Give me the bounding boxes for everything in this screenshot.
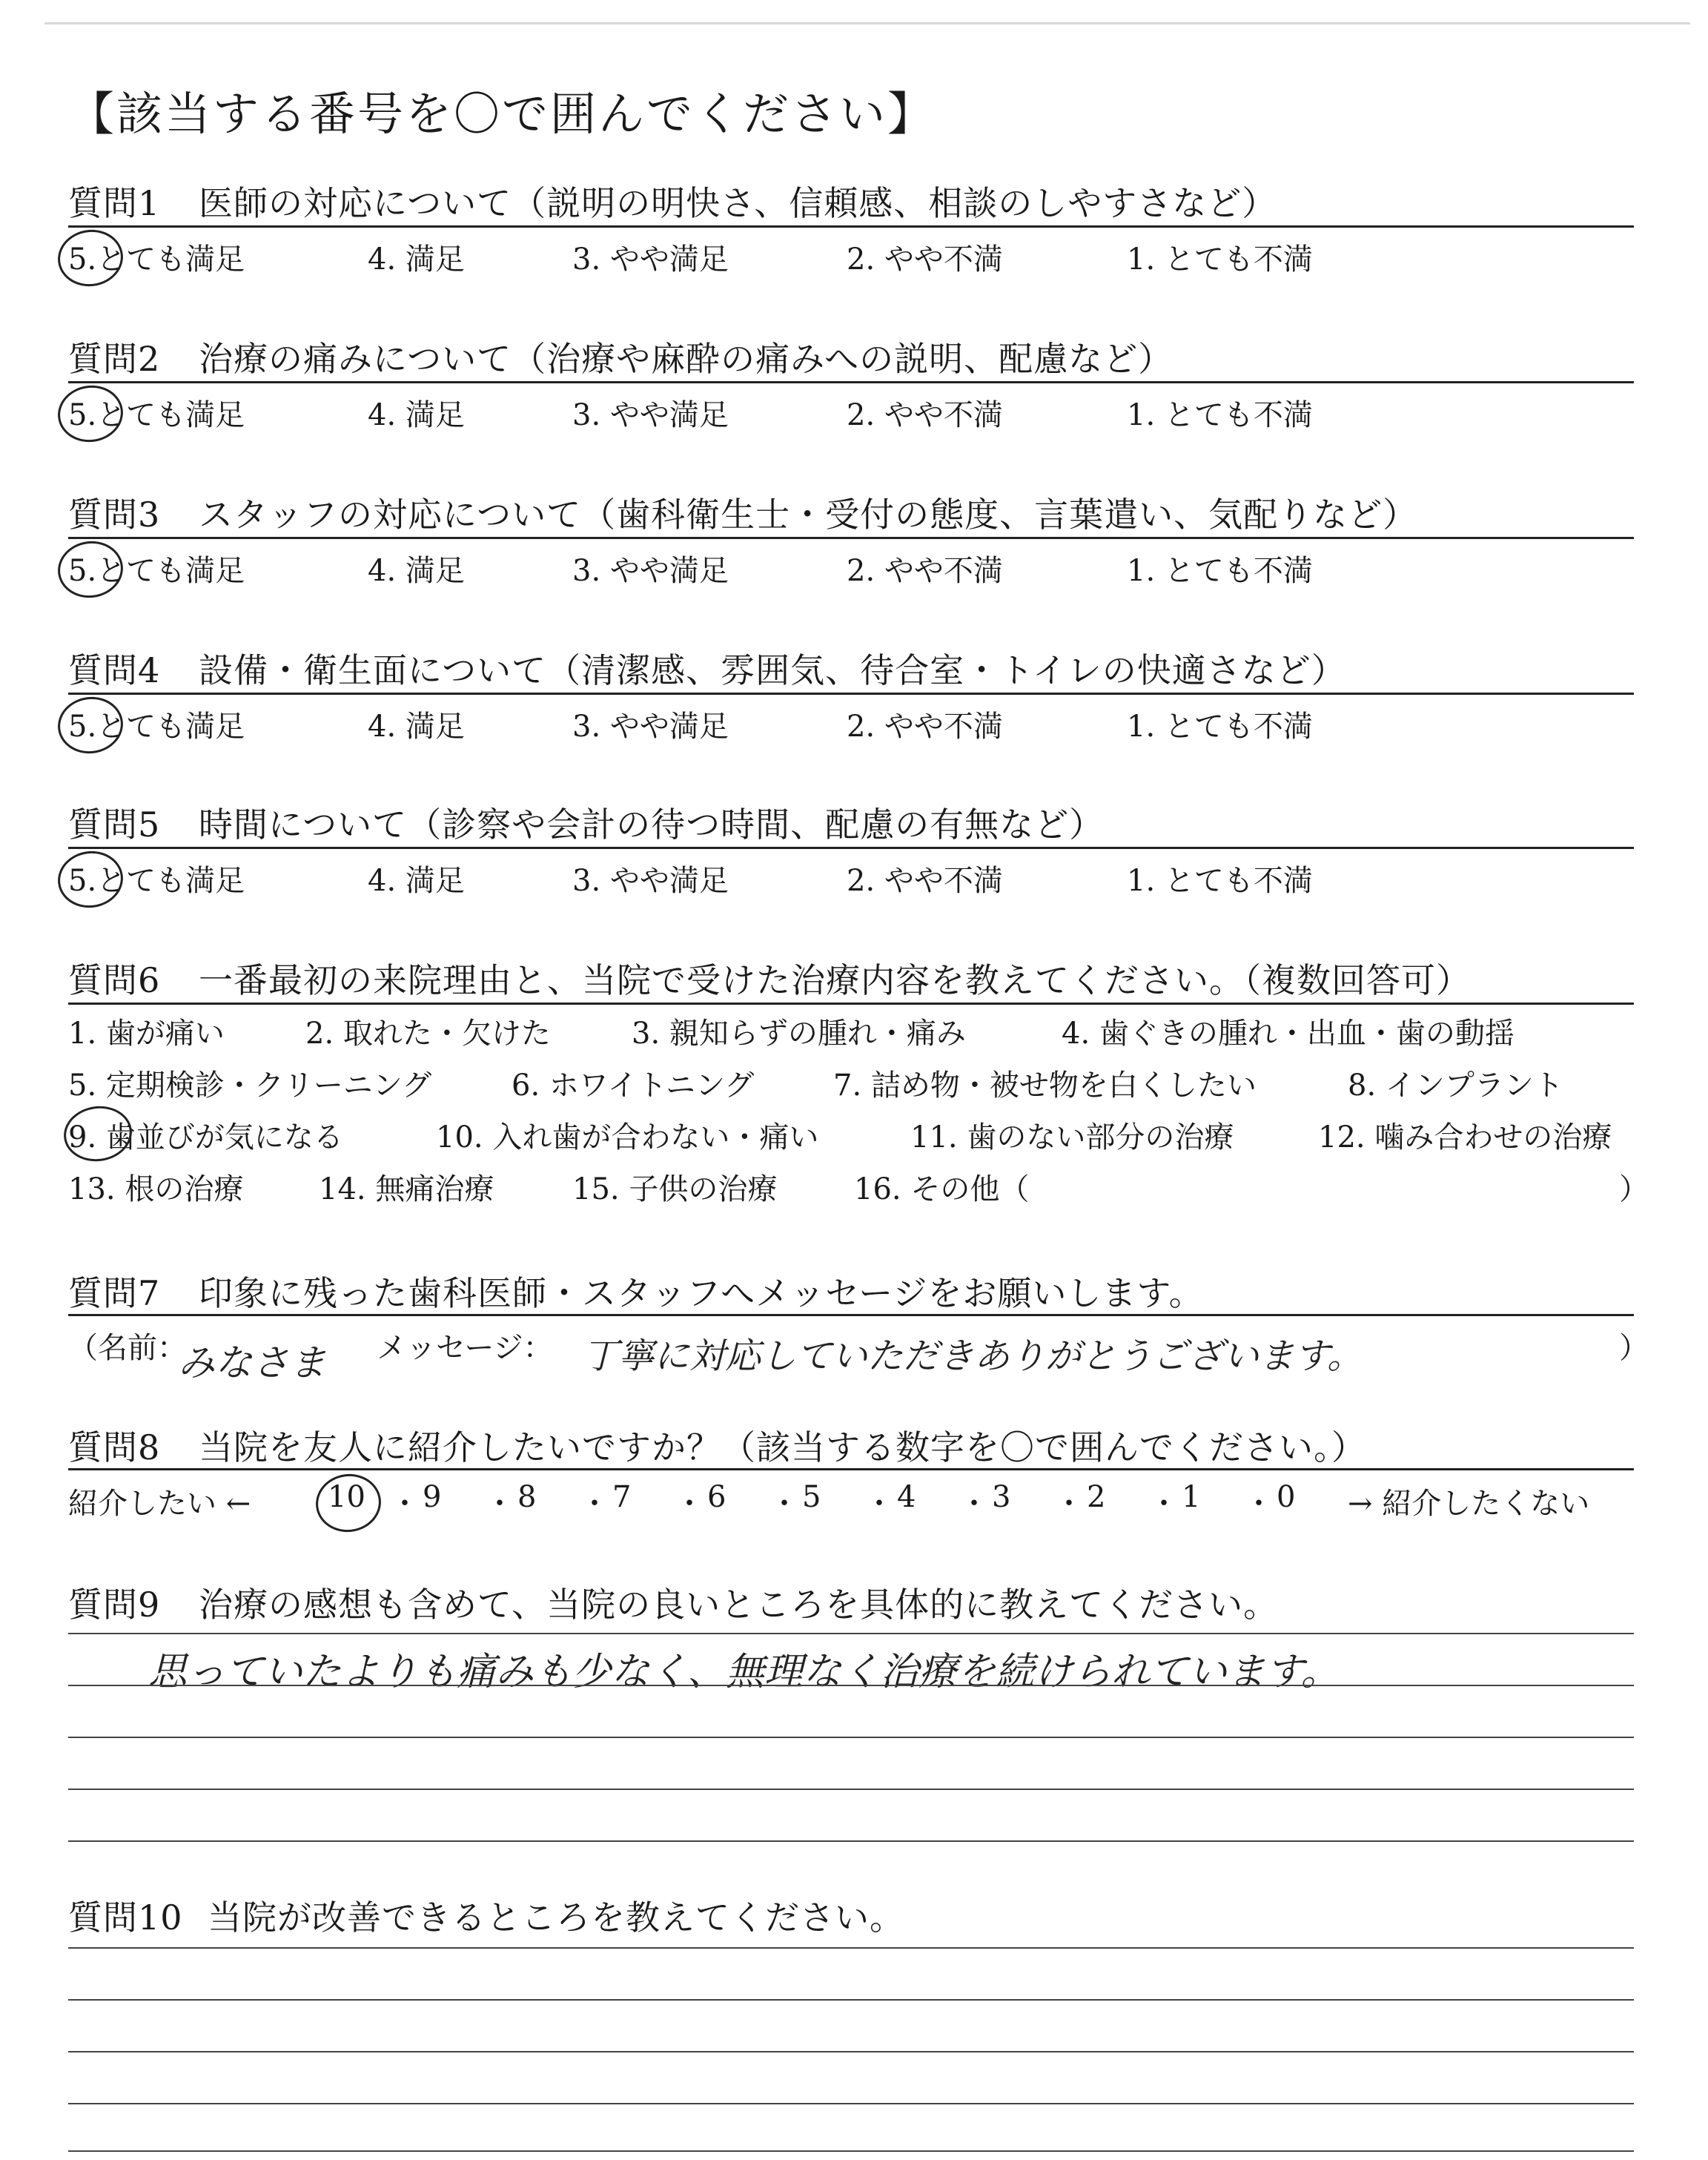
- q8-left-label: 紹介したい ←: [68, 1487, 251, 1521]
- q8-scale-separator: ・: [864, 1487, 894, 1521]
- q5-text: 時間について（診察や会計の待つ時間、配慮の有無など）: [199, 805, 1105, 845]
- q5-option-3[interactable]: 3. やや満足: [572, 864, 729, 898]
- q2-option-5[interactable]: 5.とても満足: [68, 398, 245, 432]
- q2-option-2[interactable]: 2. やや不満: [847, 398, 1003, 432]
- q1-option-1[interactable]: 1. とても不満: [1127, 242, 1313, 277]
- q8-rule: [68, 1468, 1634, 1470]
- q6-option-2[interactable]: 2. 取れた・欠けた: [305, 1017, 551, 1051]
- q2-option-1[interactable]: 1. とても不満: [1127, 398, 1313, 432]
- q7-number: 質問7: [68, 1273, 161, 1313]
- form-title: 【該当する番号を〇で囲んでください】: [68, 87, 936, 141]
- q8-scale-separator: ・: [769, 1487, 799, 1521]
- q6-option-8[interactable]: 8. インプラント: [1348, 1069, 1563, 1103]
- q1-option-3[interactable]: 3. やや満足: [572, 242, 729, 277]
- q6-option-7[interactable]: 7. 詰め物・被せ物を白くしたい: [833, 1069, 1257, 1103]
- q8-scale-2[interactable]: 2: [1087, 1480, 1106, 1514]
- q7-close-paren: ）: [1619, 1331, 1649, 1365]
- q7-message-value[interactable]: 丁寧に対応していただきありがとうございます。: [583, 1335, 1363, 1377]
- q4-number: 質問4: [68, 650, 161, 690]
- q1-heading: [68, 176, 1277, 225]
- q8-scale-4[interactable]: 4: [897, 1480, 916, 1514]
- q1-rule: [68, 225, 1634, 228]
- q7-name-label: （名前：: [68, 1331, 187, 1365]
- q4-option-4[interactable]: 4. 満足: [368, 710, 465, 744]
- q10-number: 質問10: [68, 1898, 183, 1938]
- q6-option-11[interactable]: 11. 歯のない部分の治療: [910, 1120, 1234, 1155]
- q10-text: 当院が改善できるところを教えてください。: [208, 1898, 904, 1938]
- q3-option-3[interactable]: 3. やや満足: [572, 554, 729, 588]
- q10-line-4: [68, 2103, 1634, 2104]
- q4-option-1[interactable]: 1. とても不満: [1127, 710, 1313, 744]
- q1-option-4[interactable]: 4. 満足: [368, 242, 465, 277]
- q6-option-1[interactable]: 1. 歯が痛い: [68, 1017, 225, 1051]
- q4-heading: [68, 644, 1346, 693]
- q8-scale-separator: ・: [675, 1487, 704, 1521]
- q6-text: 一番最初の来院理由と、当院で受けた治療内容を教えてください。（複数回答可）: [199, 960, 1471, 1000]
- q3-option-2[interactable]: 2. やや不満: [847, 554, 1003, 588]
- q9-line-3: [68, 1737, 1634, 1738]
- q6-option-3[interactable]: 3. 親知らずの腫れ・痛み: [632, 1017, 966, 1051]
- q8-right-label: → 紹介したくない: [1348, 1487, 1590, 1521]
- q2-rule: [68, 381, 1634, 383]
- q8-text: 当院を友人に紹介したいですか？（該当する数字を〇で囲んでください。）: [199, 1427, 1366, 1467]
- q5-option-2[interactable]: 2. やや不満: [847, 864, 1003, 898]
- q1-number: 質問1: [68, 183, 161, 223]
- q8-scale-separator: ・: [580, 1487, 609, 1521]
- q8-scale-5[interactable]: 5: [802, 1480, 821, 1514]
- q5-rule: [68, 847, 1634, 849]
- q6-option-9[interactable]: 9. 歯並びが気になる: [68, 1120, 343, 1155]
- q8-scale-separator: ・: [485, 1487, 514, 1521]
- q10-line-2: [68, 1999, 1634, 2001]
- q2-option-4[interactable]: 4. 満足: [368, 398, 465, 432]
- q3-rule: [68, 537, 1634, 539]
- q4-text: 設備・衛生面について（清潔感、雰囲気、待合室・トイレの快適さなど）: [199, 650, 1346, 690]
- q6-option-6[interactable]: 6. ホワイトニング: [512, 1069, 755, 1103]
- q7-message-label: メッセージ：: [377, 1331, 553, 1365]
- q7-text: 印象に残った歯科医師・スタッフへメッセージをお願いします。: [199, 1273, 1204, 1313]
- q6-selection-circle: [60, 1102, 135, 1166]
- q3-option-4[interactable]: 4. 満足: [368, 554, 465, 588]
- q6-option-14[interactable]: 14. 無痛治療: [319, 1172, 494, 1206]
- q6-option-16[interactable]: 16. その他（: [854, 1172, 1030, 1206]
- q3-option-5[interactable]: 5.とても満足: [68, 554, 245, 588]
- q8-scale-9[interactable]: 9: [423, 1480, 442, 1514]
- q9-text: 治療の感想も含めて、当院の良いところを具体的に教えてください。: [199, 1585, 1279, 1625]
- q3-option-1[interactable]: 1. とても不満: [1127, 554, 1313, 588]
- q9-line-5: [68, 1840, 1634, 1842]
- q8-scale-0[interactable]: 0: [1277, 1480, 1296, 1514]
- q5-option-1[interactable]: 1. とても不満: [1127, 864, 1313, 898]
- q1-option-2[interactable]: 2. やや不満: [847, 242, 1003, 277]
- q9-line-2: [68, 1685, 1634, 1686]
- q10-line-3: [68, 2051, 1634, 2052]
- scan-edge-line: [44, 22, 1690, 24]
- q8-scale-8[interactable]: 8: [517, 1480, 537, 1514]
- q10-line-5: [68, 2150, 1634, 2152]
- q7-rule: [68, 1314, 1634, 1316]
- q8-scale-10[interactable]: 10: [328, 1480, 365, 1514]
- q8-scale-separator: ・: [1054, 1487, 1084, 1521]
- q6-option-5[interactable]: 5. 定期検診・クリーニング: [68, 1069, 432, 1103]
- q5-option-5[interactable]: 5.とても満足: [68, 864, 245, 898]
- q6-option-12[interactable]: 12. 噛み合わせの治療: [1318, 1120, 1612, 1155]
- q3-number: 質問3: [68, 495, 161, 535]
- q4-option-5[interactable]: 5.とても満足: [68, 710, 245, 744]
- q9-answer[interactable]: 思っていたよりも痛みも少なく、無理なく治療を続けられています。: [148, 1650, 1340, 1694]
- q8-heading: [68, 1421, 1366, 1470]
- q8-scale-separator: ・: [1244, 1487, 1274, 1521]
- q8-scale-separator: ・: [1149, 1487, 1179, 1521]
- q5-number: 質問5: [68, 805, 161, 845]
- q5-option-4[interactable]: 4. 満足: [368, 864, 465, 898]
- q5-heading: [68, 798, 1104, 847]
- q2-option-3[interactable]: 3. やや満足: [572, 398, 729, 432]
- q6-number: 質問6: [68, 960, 161, 1000]
- q9-line-4: [68, 1789, 1634, 1790]
- q8-scale-3[interactable]: 3: [992, 1480, 1011, 1514]
- q8-scale-6[interactable]: 6: [707, 1480, 726, 1514]
- q6-close-paren: ）: [1619, 1172, 1649, 1206]
- q1-option-5[interactable]: 5.とても満足: [68, 242, 245, 277]
- q7-name-value[interactable]: みなさま: [178, 1341, 326, 1384]
- q6-option-10[interactable]: 10. 入れ歯が合わない・痛い: [436, 1120, 819, 1155]
- q6-option-15[interactable]: 15. 子供の治療: [572, 1172, 778, 1206]
- q8-selection-circle: [312, 1470, 385, 1536]
- q8-scale-separator: ・: [390, 1487, 420, 1521]
- q9-number: 質問9: [68, 1585, 161, 1625]
- q4-option-3[interactable]: 3. やや満足: [572, 710, 729, 744]
- q4-rule: [68, 693, 1634, 695]
- q7-heading: [68, 1266, 1204, 1315]
- q6-option-13[interactable]: 13. 根の治療: [68, 1172, 244, 1206]
- q8-number: 質問8: [68, 1427, 161, 1467]
- q2-text: 治療の痛みについて（治療や麻酔の痛みへの説明、配慮など）: [199, 339, 1174, 379]
- q3-text: スタッフの対応について（歯科衛生士・受付の態度、言葉遣い、気配りなど）: [199, 495, 1418, 535]
- q6-rule: [68, 1003, 1634, 1005]
- q9-heading: [68, 1578, 1278, 1627]
- q1-text: 医師の対応について（説明の明快さ、信頼感、相談のしやすさなど）: [199, 183, 1277, 223]
- q3-heading: [68, 488, 1417, 537]
- q2-heading: [68, 332, 1173, 381]
- q9-line-1: [68, 1633, 1634, 1634]
- q6-option-4[interactable]: 4. 歯ぐきの腫れ・出血・歯の動揺: [1062, 1017, 1515, 1051]
- q6-heading: [68, 954, 1471, 1003]
- q8-scale-separator: ・: [959, 1487, 989, 1521]
- q4-option-2[interactable]: 2. やや不満: [847, 710, 1003, 744]
- q8-scale-7[interactable]: 7: [612, 1480, 632, 1514]
- q2-number: 質問2: [68, 339, 161, 379]
- q8-scale-1[interactable]: 1: [1182, 1480, 1201, 1514]
- q10-heading: [68, 1891, 904, 1940]
- q10-line-1: [68, 1947, 1634, 1949]
